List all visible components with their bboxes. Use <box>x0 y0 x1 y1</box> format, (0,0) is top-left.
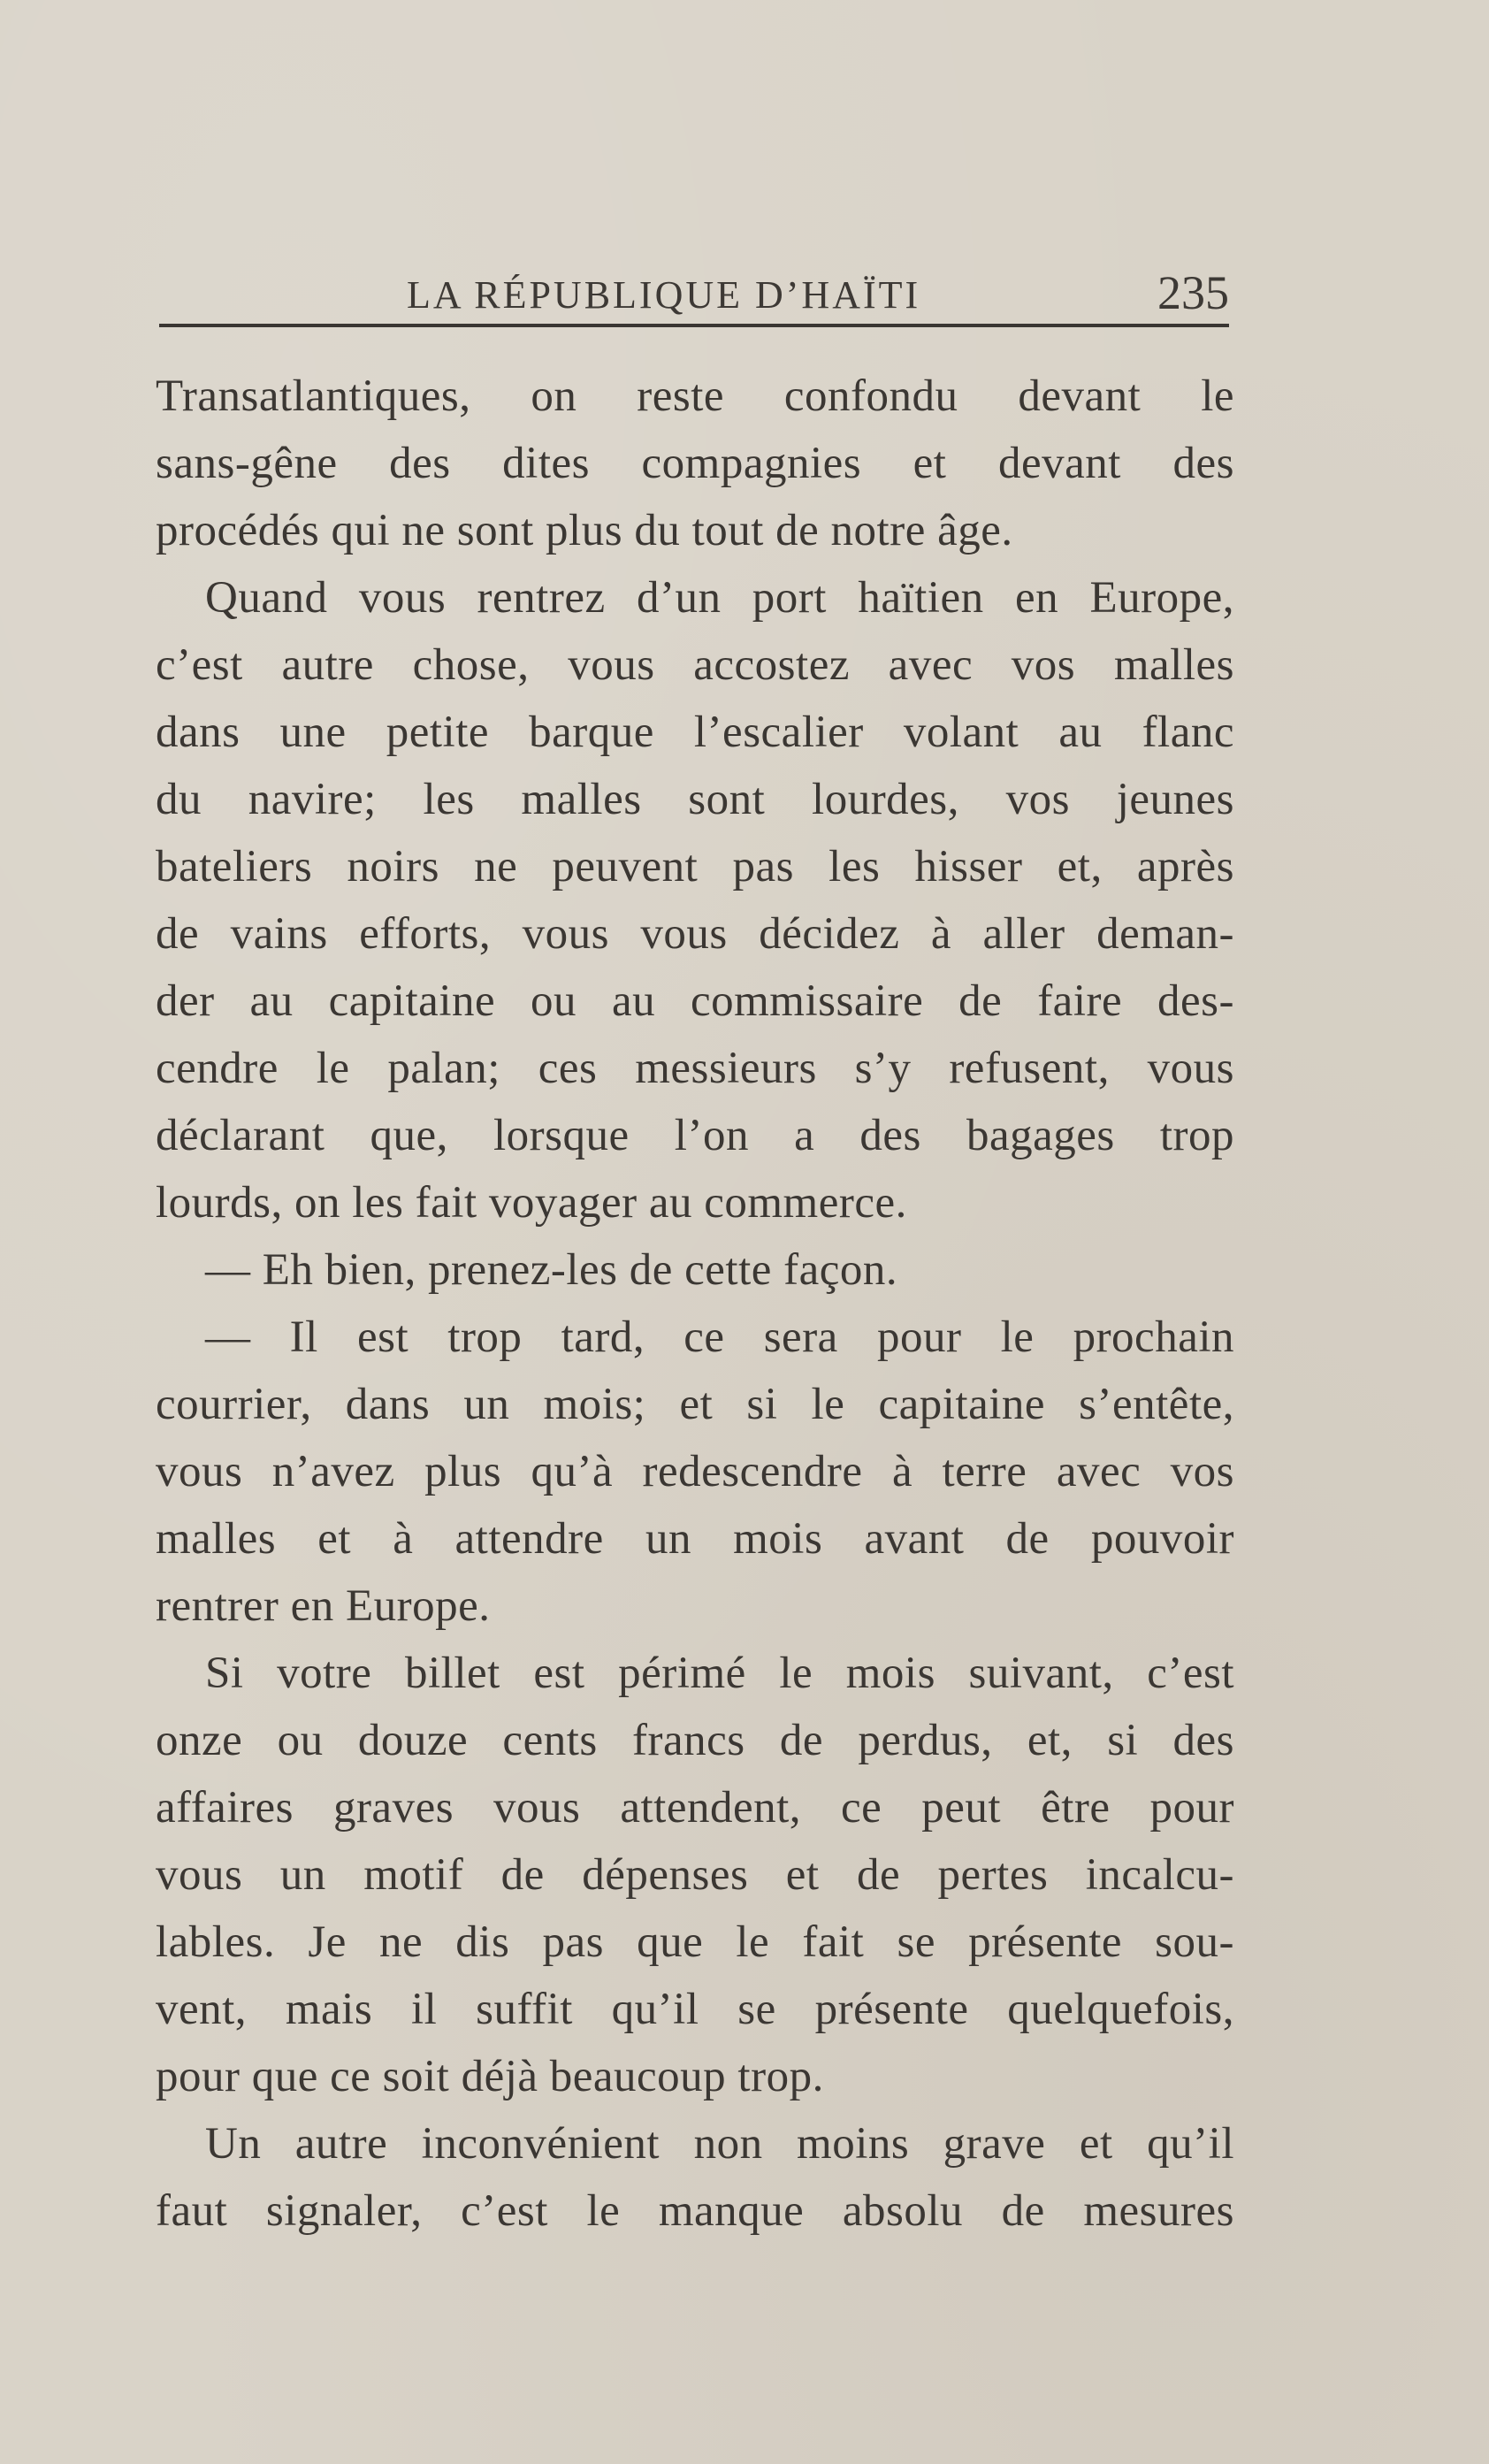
text-line: Si votre billet est périmé le mois suivant, c’est <box>205 1649 1234 1698</box>
text-line: cendre le palan; ces messieurs s’y refusent, vous <box>156 1044 1234 1093</box>
text-line: — Eh bien, prenez-les de cette façon. <box>205 1245 898 1295</box>
text-line: vent, mais il suffit qu’il se présente quelquefois, <box>156 1985 1234 2034</box>
text-line: vous un motif de dépenses et de pertes incalcu- <box>156 1850 1234 1900</box>
text-line: affaires graves vous attendent, ce peut être pour <box>156 1783 1234 1833</box>
text-line: malles et à attendre un mois avant de pouvoir <box>156 1514 1234 1564</box>
text-line: dans une petite barque l’escalier volant au flanc <box>156 708 1234 757</box>
text-line: pour que ce soit déjà beaucoup trop. <box>156 2052 824 2101</box>
text-line: c’est autre chose, vous accostez avec vos malles <box>156 640 1234 690</box>
text-line: bateliers noirs ne peuvent pas les hisser et, après <box>156 842 1234 891</box>
text-line: faut signaler, c’est le manque absolu de mesures <box>156 2186 1234 2236</box>
text-line: — Il est trop tard, ce sera pour le prochain <box>205 1312 1234 1362</box>
running-head <box>159 256 1229 327</box>
body-text <box>156 363 1234 2245</box>
running-title: LA RÉPUBLIQUE D’HAÏTI <box>407 273 921 317</box>
text-line: du navire; les malles sont lourdes, vos jeunes <box>156 775 1234 824</box>
text-line: courrier, dans un mois; et si le capitaine s’entête, <box>156 1380 1234 1429</box>
page-number: 235 <box>1157 266 1229 319</box>
text-line: der au capitaine ou au commissaire de faire des- <box>156 976 1234 1026</box>
text-line: vous n’avez plus qu’à redescendre à terre avec vos <box>156 1447 1234 1496</box>
text-line: lourds, on les fait voyager au commerce. <box>156 1178 907 1228</box>
text-line: Quand vous rentrez d’un port haïtien en Europe, <box>205 573 1234 623</box>
text-line: Transatlantiques, on reste confondu devant le <box>156 371 1234 421</box>
text-line: déclarant que, lorsque l’on a des bagages trop <box>156 1111 1234 1160</box>
text-line: Un autre inconvénient non moins grave et qu’il <box>205 2119 1234 2169</box>
text-line: procédés qui ne sont plus du tout de notre âge. <box>156 506 1013 555</box>
header-rule <box>159 324 1229 327</box>
text-line: onze ou douze cents francs de perdus, et, si des <box>156 1716 1234 1765</box>
text-line: rentrer en Europe. <box>156 1581 491 1631</box>
text-line: sans-gêne des dites compagnies et devant des <box>156 439 1234 488</box>
text-line: de vains efforts, vous vous décidez à aller deman- <box>156 909 1234 959</box>
text-line: lables. Je ne dis pas que le fait se présente sou- <box>156 1917 1234 1967</box>
